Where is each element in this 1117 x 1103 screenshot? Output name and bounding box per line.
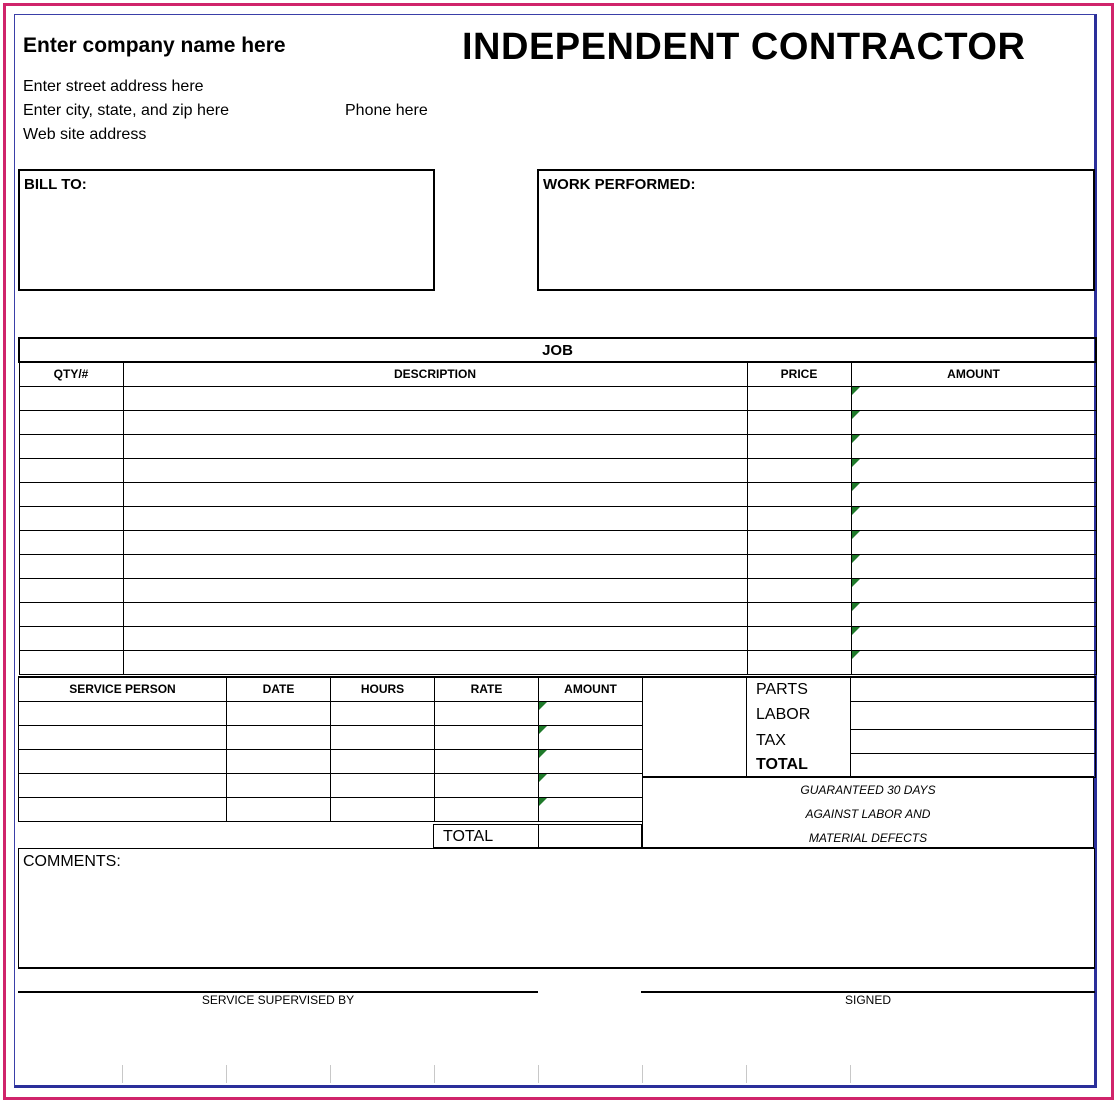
comments-box[interactable] (18, 848, 1095, 969)
service-row (19, 749, 643, 773)
bill-to-label: BILL TO: (24, 176, 87, 193)
col-date: DATE (227, 677, 331, 701)
work-performed-box[interactable] (537, 169, 1095, 291)
formula-marker-icon (539, 798, 547, 806)
description-cell[interactable] (123, 602, 747, 626)
col-rate: RATE (435, 677, 539, 701)
hours-cell[interactable] (331, 701, 435, 725)
service-total-divider (538, 825, 539, 847)
price-cell[interactable] (747, 602, 851, 626)
date-cell[interactable] (227, 701, 331, 725)
col-price: PRICE (747, 362, 851, 386)
totals-block (642, 676, 1095, 778)
service-person-cell[interactable] (19, 773, 227, 797)
job-row (19, 626, 1096, 650)
qty-cell[interactable] (19, 626, 123, 650)
qty-cell[interactable] (19, 578, 123, 602)
formula-marker-icon (852, 651, 860, 659)
amount-cell[interactable] (851, 458, 1096, 482)
job-row (19, 410, 1096, 434)
qty-cell[interactable] (19, 410, 123, 434)
street-address[interactable]: Enter street address here (23, 78, 204, 95)
qty-cell[interactable] (19, 530, 123, 554)
amount-cell[interactable] (851, 650, 1096, 674)
service-amount-cell[interactable] (539, 725, 643, 749)
job-title: JOB (19, 338, 1096, 362)
comments-label: COMMENTS: (23, 853, 121, 870)
hours-cell[interactable] (331, 773, 435, 797)
rate-cell[interactable] (435, 701, 539, 725)
price-cell[interactable] (747, 482, 851, 506)
description-cell[interactable] (123, 554, 747, 578)
service-person-cell[interactable] (19, 797, 227, 821)
grid-tick (642, 1065, 643, 1083)
job-row (19, 482, 1096, 506)
website[interactable]: Web site address (23, 126, 147, 143)
col-qty: QTY/# (19, 362, 123, 386)
date-cell[interactable] (227, 773, 331, 797)
grid-tick (538, 1065, 539, 1083)
service-row (19, 773, 643, 797)
hours-cell[interactable] (331, 797, 435, 821)
amount-cell[interactable] (851, 410, 1096, 434)
amount-cell[interactable] (851, 530, 1096, 554)
job-row (19, 650, 1096, 674)
price-cell[interactable] (747, 626, 851, 650)
price-cell[interactable] (747, 458, 851, 482)
job-row (19, 578, 1096, 602)
job-section (18, 337, 1095, 675)
service-total-row (433, 824, 642, 848)
amount-cell[interactable] (851, 578, 1096, 602)
service-row (19, 701, 643, 725)
qty-cell[interactable] (19, 386, 123, 410)
amount-cell[interactable] (851, 626, 1096, 650)
amount-cell[interactable] (851, 434, 1096, 458)
job-row (19, 602, 1096, 626)
signed-label: SIGNED (844, 993, 891, 1007)
price-cell[interactable] (747, 434, 851, 458)
formula-marker-icon (852, 555, 860, 563)
labor-value[interactable] (851, 701, 1096, 729)
formula-marker-icon (852, 387, 860, 395)
totals-table (642, 676, 1096, 778)
grid-tick (330, 1065, 331, 1083)
job-row (19, 386, 1096, 410)
description-cell[interactable] (123, 458, 747, 482)
formula-marker-icon (852, 603, 860, 611)
service-total-label: TOTAL (443, 828, 494, 845)
parts-label: PARTS (756, 680, 808, 698)
description-cell[interactable] (123, 506, 747, 530)
amount-cell[interactable] (851, 482, 1096, 506)
price-cell[interactable] (747, 554, 851, 578)
labor-label: LABOR (756, 706, 811, 723)
job-row (19, 506, 1096, 530)
col-description: DESCRIPTION (123, 362, 747, 386)
col-hours: HOURS (331, 677, 435, 701)
tax-value[interactable] (851, 729, 1096, 753)
formula-marker-icon (852, 411, 860, 419)
service-row (19, 725, 643, 749)
price-cell[interactable] (747, 506, 851, 530)
amount-cell[interactable] (851, 602, 1096, 626)
rate-cell[interactable] (435, 797, 539, 821)
qty-cell[interactable] (19, 458, 123, 482)
formula-marker-icon (852, 435, 860, 443)
formula-marker-icon (539, 750, 547, 758)
rate-cell[interactable] (435, 749, 539, 773)
price-cell[interactable] (747, 530, 851, 554)
guarantee-line-3: MATERIAL DEFECTS (808, 831, 928, 845)
formula-marker-icon (852, 627, 860, 635)
col-service-amount: AMOUNT (539, 677, 643, 701)
qty-cell[interactable] (19, 602, 123, 626)
qty-cell[interactable] (19, 506, 123, 530)
work-performed-label: WORK PERFORMED: (543, 176, 696, 193)
grid-tick (850, 1065, 851, 1083)
service-table (18, 676, 643, 822)
service-amount-cell[interactable] (539, 797, 643, 821)
formula-marker-icon (539, 774, 547, 782)
price-cell[interactable] (747, 386, 851, 410)
description-cell[interactable] (123, 626, 747, 650)
grid-tick (746, 1065, 747, 1083)
grid-tick (226, 1065, 227, 1083)
service-person-cell[interactable] (19, 701, 227, 725)
phone[interactable]: Phone here (345, 102, 428, 119)
amount-cell[interactable] (851, 386, 1096, 410)
hours-cell[interactable] (331, 725, 435, 749)
supervised-by-label: SERVICE SUPERVISED BY (201, 993, 355, 1007)
job-row (19, 554, 1096, 578)
guarantee-note (642, 776, 1094, 848)
document-title: INDEPENDENT CONTRACTOR (462, 26, 1026, 68)
job-row (19, 530, 1096, 554)
grand-total-value[interactable] (851, 753, 1096, 777)
formula-marker-icon (852, 531, 860, 539)
city-state-zip[interactable]: Enter city, state, and zip here (23, 102, 230, 119)
rate-cell[interactable] (435, 725, 539, 749)
grand-total-label: TOTAL (756, 756, 808, 773)
service-row (19, 797, 643, 821)
hours-cell[interactable] (331, 749, 435, 773)
job-row (19, 434, 1096, 458)
service-amount-cell[interactable] (539, 749, 643, 773)
service-amount-cell[interactable] (539, 701, 643, 725)
col-service-person: SERVICE PERSON (19, 677, 227, 701)
service-person-cell[interactable] (19, 749, 227, 773)
tax-label: TAX (756, 732, 786, 749)
description-cell[interactable] (123, 386, 747, 410)
amount-cell[interactable] (851, 554, 1096, 578)
description-cell[interactable] (123, 578, 747, 602)
amount-cell[interactable] (851, 506, 1096, 530)
formula-marker-icon (852, 579, 860, 587)
description-cell[interactable] (123, 530, 747, 554)
totals-spacer (643, 677, 747, 777)
date-cell[interactable] (227, 725, 331, 749)
job-row (19, 458, 1096, 482)
qty-cell[interactable] (19, 434, 123, 458)
qty-cell[interactable] (19, 650, 123, 674)
formula-marker-icon (539, 726, 547, 734)
price-cell[interactable] (747, 650, 851, 674)
description-cell[interactable] (123, 482, 747, 506)
description-cell[interactable] (123, 650, 747, 674)
grid-tick (434, 1065, 435, 1083)
date-cell[interactable] (227, 797, 331, 821)
parts-value[interactable] (851, 677, 1096, 701)
guarantee-line-1: GUARANTEED 30 DAYS (800, 783, 936, 797)
formula-marker-icon (539, 702, 547, 710)
service-amount-cell[interactable] (539, 773, 643, 797)
description-cell[interactable] (123, 434, 747, 458)
date-cell[interactable] (227, 749, 331, 773)
grid-tick (122, 1065, 123, 1083)
price-cell[interactable] (747, 410, 851, 434)
rate-cell[interactable] (435, 773, 539, 797)
qty-cell[interactable] (19, 554, 123, 578)
job-table (18, 337, 1097, 675)
formula-marker-icon (852, 483, 860, 491)
bill-to-box[interactable] (18, 169, 435, 291)
company-name[interactable]: Enter company name here (23, 34, 286, 57)
formula-marker-icon (852, 459, 860, 467)
formula-marker-icon (852, 507, 860, 515)
description-cell[interactable] (123, 410, 747, 434)
qty-cell[interactable] (19, 482, 123, 506)
service-person-cell[interactable] (19, 725, 227, 749)
price-cell[interactable] (747, 578, 851, 602)
service-section (18, 676, 643, 822)
guarantee-line-2: AGAINST LABOR AND (805, 807, 931, 821)
col-amount: AMOUNT (851, 362, 1096, 386)
